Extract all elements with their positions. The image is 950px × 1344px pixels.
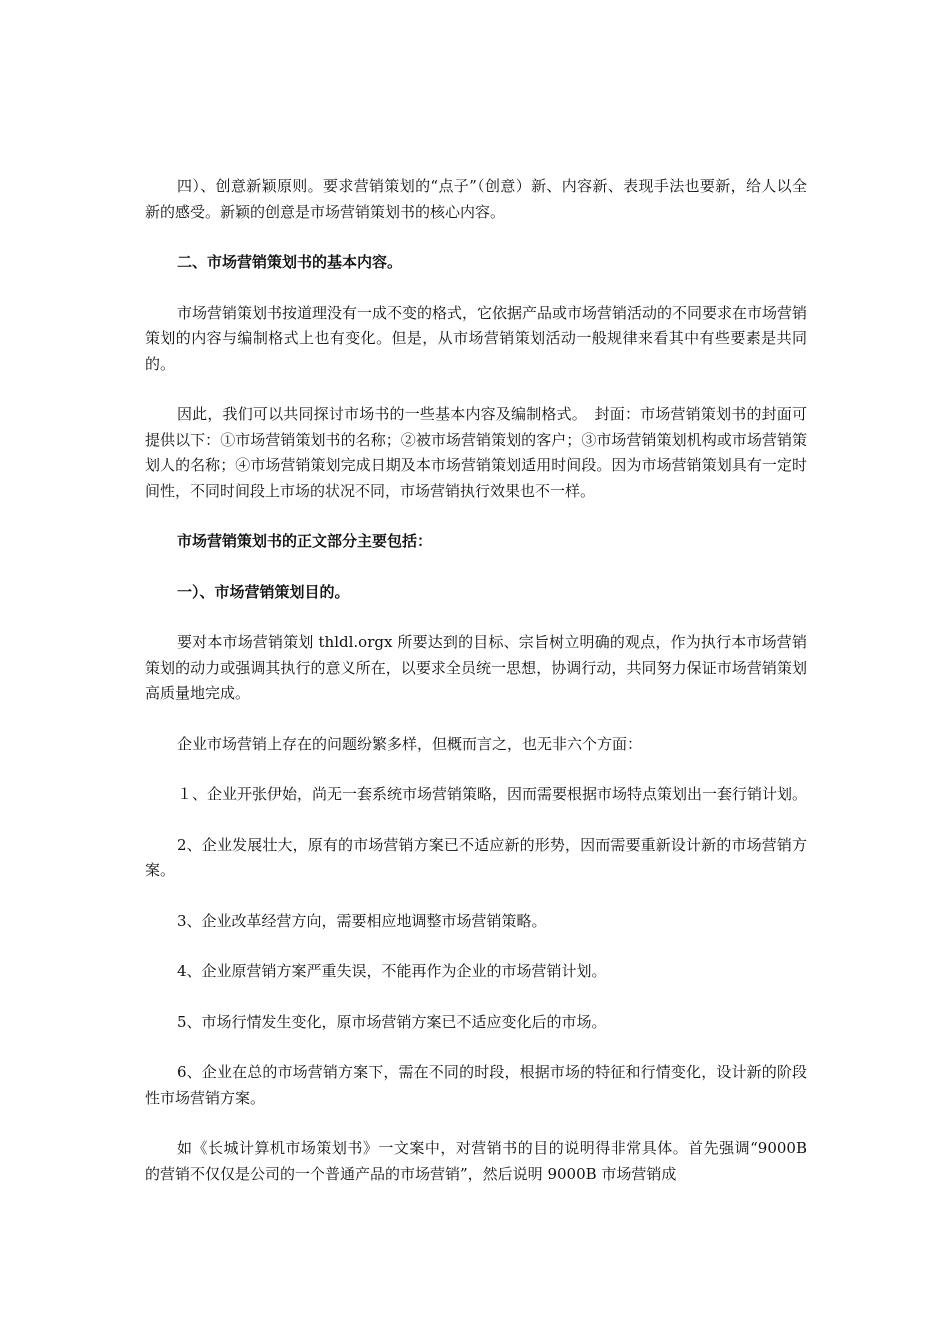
paragraph-great-wall-example: 如《长城计算机市场策划书》一文案中，对营销书的目的说明得非常具体。首先强调“9000B 的营销不仅仅是公司的一个普通产品的市场营销”，然后说明 9000B 市场营销成 <box>145 1139 807 1183</box>
heading-planning-purpose: 一）、市场营销策划目的。 <box>177 582 350 601</box>
list-item-2: 2、企业发展壮大，原有的市场营销方案已不适应新的形势，因而需要重新设计新的市场营销方案。 <box>145 835 807 879</box>
list-item-3: 3、企业改革经营方向，需要相应地调整市场营销策略。 <box>177 911 547 930</box>
list-item-1: １、企业开张伊始，尚无一套系统市场营销策略，因而需要根据市场特点策划出一套行销计划。 <box>177 785 808 803</box>
paragraph-innovation-principle: 四）、创意新颖原则。要求营销策划的“点子”（创意）新、内容新、表现手法也要新，给人以全新的感受。新颖的创意是市场营销策划书的核心内容。 <box>145 177 807 221</box>
list-item-4: 4、企业原营销方案严重失误，不能再作为企业的市场营销计划。 <box>177 962 607 980</box>
paragraph-purpose: 要对本市场营销策划 thldl.orgx 所要达到的目标、宗旨树立明确的观点，作为执行本市场营销策划的动力或强调其执行的意义所在，以要求全员统一思想，协调行动，共同努力保证市场营销策划高质量地完成。 <box>145 633 807 702</box>
paragraph-format-intro: 市场营销策划书按道理没有一成不变的格式，它依据产品或市场营销活动的不同要求在市场营销策划的内容与编制格式上也有变化。但是，从市场营销策划活动一般规律来看其中有些要素是共同的。 <box>145 303 808 373</box>
paragraph-six-aspects: 企业市场营销上存在的问题纷繁多样，但概而言之，也无非六个方面： <box>177 734 643 753</box>
heading-main-body: 市场营销策划书的正文部分主要包括： <box>177 532 433 550</box>
list-item-6: 6、企业在总的市场营销方案下，需在不同的时段，根据市场的特征和行情变化，设计新的阶段性市场营销方案。 <box>145 1063 807 1107</box>
paragraph-cover: 因此，我们可以共同探讨市场书的一些基本内容及编制格式。 封面：市场营销策划书的封面可提供以下：①市场营销策划书的名称；②被市场营销策划的客户；③市场营销策划机构或市场营销策划人的名称；④市场营销策划完成日期及本市场营销策划适用时间段。因为市场营销策划具有一定时间性，不同时间段上市场的状况不同，市场营销执行效果也不一样。 <box>145 405 807 500</box>
heading-basic-content: 二、市场营销策划书的基本内容。 <box>177 253 403 271</box>
list-item-5: 5、市场行情发生变化，原市场营销方案已不适应变化后的市场。 <box>177 1012 607 1031</box>
document-page <box>145 174 807 1187</box>
